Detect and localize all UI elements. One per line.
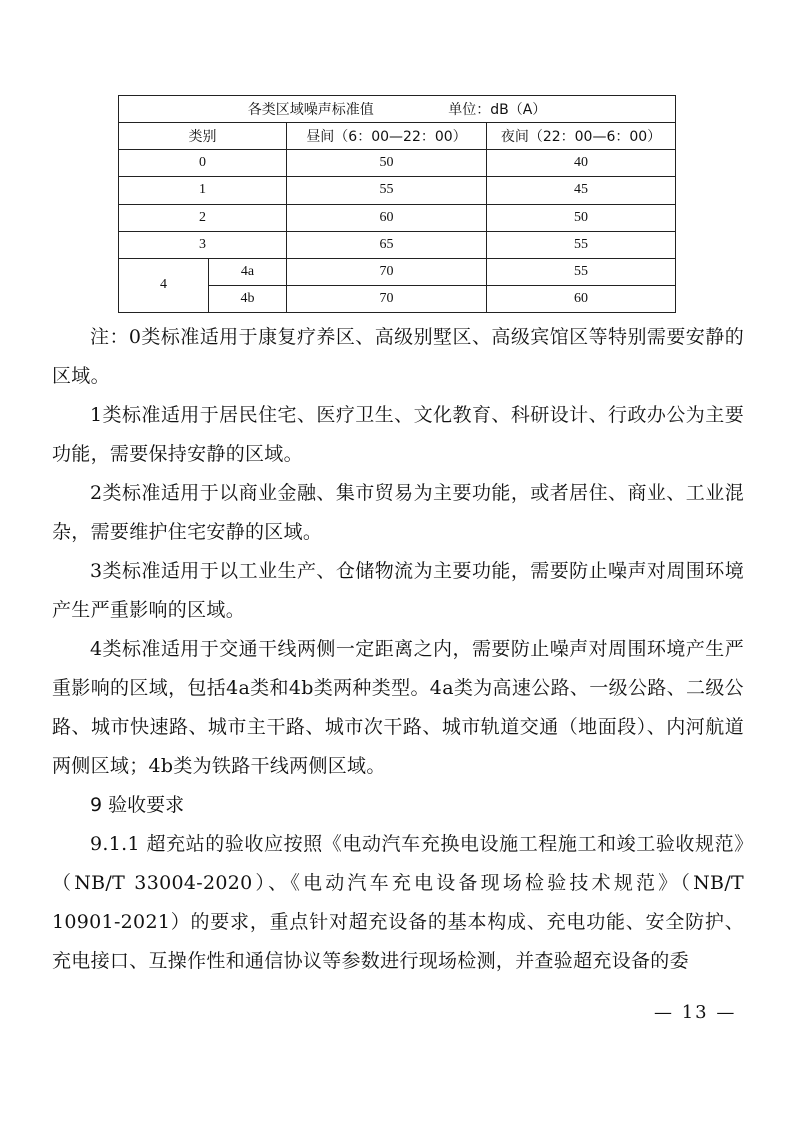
- note-category-2: 2类标准适用于以商业金融、集市贸易为主要功能，或者居住、商业、工业混杂，需要维护住宅安静的区域。: [52, 482, 744, 543]
- table-row: [119, 231, 676, 258]
- row-night: 50: [487, 204, 676, 231]
- row-day: 70: [287, 285, 487, 312]
- section-heading: 9 验收要求: [90, 794, 185, 816]
- row-day: 55: [287, 177, 487, 204]
- table-row: [119, 150, 676, 177]
- table-title: 各类区域噪声标准值: [247, 102, 374, 119]
- table-row: [119, 204, 676, 231]
- table-title-cell: [119, 96, 676, 123]
- section-paragraph-9-1-1: 9.1.1 超充站的验收应按照《电动汽车充换电设施工程施工和竣工验收规范》（NB/T 33004-2020）、《电动汽车充电设备现场检验技术规范》（NB/T 10901-2021）的要求，重点针对超充设备的基本构成、充电功能、安全防护、充电接口、互操作性和通信协议等参数进行现场检测，并查验超充设备的委: [52, 833, 744, 972]
- row-night: 45: [487, 177, 676, 204]
- row-night: 55: [487, 231, 676, 258]
- row-subcategory: 4b: [209, 285, 287, 312]
- note-category-0: 注：0类标准适用于康复疗养区、高级别墅区、高级宾馆区等特别需要安静的区域。: [52, 326, 744, 387]
- note-category-1: 1类标准适用于居民住宅、医疗卫生、文化教育、科研设计、行政办公为主要功能，需要保持安静的区域。: [52, 404, 744, 465]
- noise-standard-table: [118, 95, 676, 313]
- note-category-3: 3类标准适用于以工业生产、仓储物流为主要功能，需要防止噪声对周围环境产生严重影响的区域。: [52, 560, 744, 621]
- table-row: [119, 258, 676, 285]
- row-category: 1: [119, 177, 287, 204]
- row-category: 0: [119, 150, 287, 177]
- row-category: 4: [119, 258, 209, 312]
- row-category: 3: [119, 231, 287, 258]
- row-subcategory: 4a: [209, 258, 287, 285]
- header-night: 夜间（22：00—6：00）: [487, 123, 676, 150]
- page-number: — 13 —: [654, 1002, 737, 1023]
- document-body: [52, 318, 744, 981]
- table-unit: 单位：dB（A）: [448, 102, 547, 119]
- row-day: 50: [287, 150, 487, 177]
- note-category-4: 4类标准适用于交通干线两侧一定距离之内，需要防止噪声对周围环境产生严重影响的区域，包括4a类和4b类两种类型。4a类为高速公路、一级公路、二级公路、城市快速路、城市主干路、城市次干路、城市轨道交通（地面段）、内河航道两侧区域；4b类为铁路干线两侧区域。: [52, 638, 744, 777]
- row-night: 55: [487, 258, 676, 285]
- row-day: 70: [287, 258, 487, 285]
- row-night: 60: [487, 285, 676, 312]
- table-header-row: [119, 123, 676, 150]
- row-night: 40: [487, 150, 676, 177]
- header-category: 类别: [119, 123, 287, 150]
- header-day: 昼间（6：00—22：00）: [287, 123, 487, 150]
- table-title-row: [119, 96, 676, 123]
- row-day: 65: [287, 231, 487, 258]
- row-category: 2: [119, 204, 287, 231]
- table-row: [119, 177, 676, 204]
- row-day: 60: [287, 204, 487, 231]
